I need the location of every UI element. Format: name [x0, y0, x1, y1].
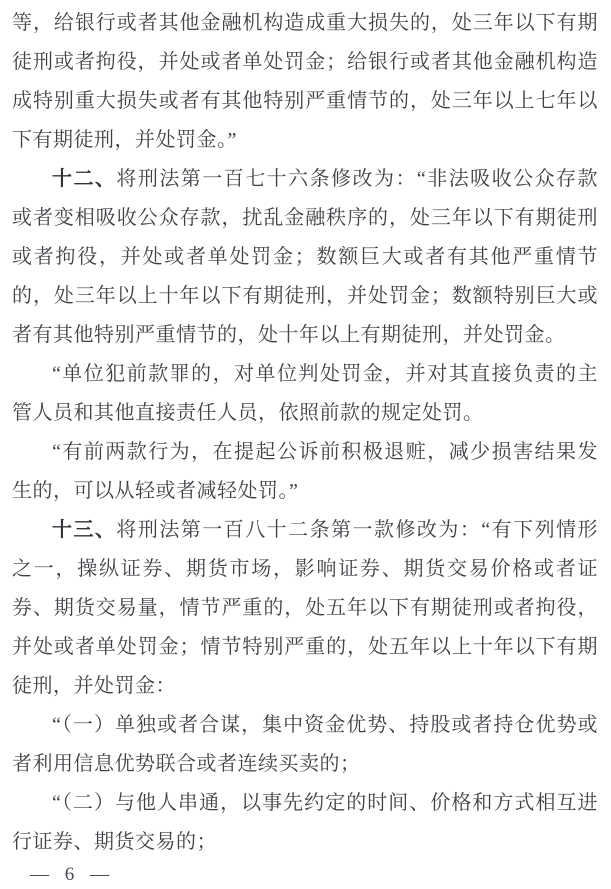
text-line	[12, 121, 598, 160]
paragraph	[12, 706, 598, 784]
paragraph	[12, 4, 598, 160]
text-line	[12, 628, 598, 667]
text-run: 并处或者单处罚金；情节特别严重的，处五年以上十年以下有期	[12, 636, 598, 658]
text-line	[12, 784, 598, 823]
text-run: 者有其他特别严重情节的，处十年以上有期徒刑，并处罚金。	[12, 324, 566, 346]
text-line	[12, 160, 598, 199]
text-run: 成特别重大损失或者有其他特别严重情节的，处三年以上七年以	[12, 90, 598, 112]
section-number-bold-run: 十三、	[52, 519, 117, 541]
text-run: “（二）与他人串通，以事先约定的时间、价格和方式相互进	[52, 792, 598, 814]
text-line	[12, 43, 598, 82]
text-run: 徒刑，并处罚金：	[12, 675, 176, 697]
text-line	[12, 433, 598, 472]
text-line	[12, 394, 598, 433]
text-run: “单位犯前款罪的，对单位判处罚金，并对其直接负责的主	[52, 363, 598, 385]
text-run: 等，给银行或者其他金融机构造成重大损失的，处三年以下有期	[12, 12, 598, 34]
text-run: 或者拘役，并处或者单处罚金；数额巨大或者有其他严重情节	[12, 246, 598, 268]
text-run: 者利用信息优势联合或者连续买卖的；	[12, 753, 361, 775]
text-line	[12, 706, 598, 745]
text-line	[12, 745, 598, 784]
page-footer	[30, 862, 111, 888]
paragraph	[12, 160, 598, 355]
text-line	[12, 316, 598, 355]
text-run: 之一，操纵证券、期货市场，影响证券、期货交易价格或者证	[12, 558, 598, 580]
paragraph	[12, 784, 598, 862]
text-run: 行证券、期货交易的；	[12, 831, 217, 853]
text-run: “有前两款行为，在提起公诉前积极退赃，减少损害结果发	[52, 441, 598, 463]
text-line	[12, 511, 598, 550]
text-run: 将刑法第一百八十二条第一款修改为：“有下列情形	[116, 519, 598, 541]
text-run: 或者变相吸收公众存款，扰乱金融秩序的，处三年以下有期徒刑	[12, 207, 598, 229]
paragraph	[12, 511, 598, 706]
text-run: “（一）单独或者合谋，集中资金优势、持股或者持仓优势或	[52, 714, 598, 736]
text-run: 券、期货交易量，情节严重的，处五年以下有期徒刑或者拘役，	[12, 597, 598, 619]
text-run: 徒刑或者拘役，并处或者单处罚金；给银行或者其他金融机构造	[12, 51, 598, 73]
text-line	[12, 82, 598, 121]
text-line	[12, 355, 598, 394]
text-run: 将刑法第一百七十六条修改为：“非法吸收公众存款	[116, 168, 598, 190]
paragraph	[12, 355, 598, 433]
text-line	[12, 277, 598, 316]
text-line	[12, 550, 598, 589]
text-run: 下有期徒刑，并处罚金。”	[12, 129, 237, 151]
text-run: 管人员和其他直接责任人员，依照前款的规定处罚。	[12, 402, 484, 424]
text-run: 生的，可以从轻或者减轻处罚。”	[12, 480, 299, 502]
text-run: 的，处三年以上十年以下有期徒刑，并处罚金；数额特别巨大或	[12, 285, 598, 307]
document-body	[12, 4, 598, 862]
text-line	[12, 472, 598, 511]
section-number-bold-run: 十二、	[52, 168, 117, 190]
text-line	[12, 667, 598, 706]
text-line	[12, 4, 598, 43]
paragraph	[12, 433, 598, 511]
text-line	[12, 589, 598, 628]
page-number: — 6 —	[30, 864, 111, 885]
text-line	[12, 199, 598, 238]
text-line	[12, 823, 598, 862]
text-line	[12, 238, 598, 277]
